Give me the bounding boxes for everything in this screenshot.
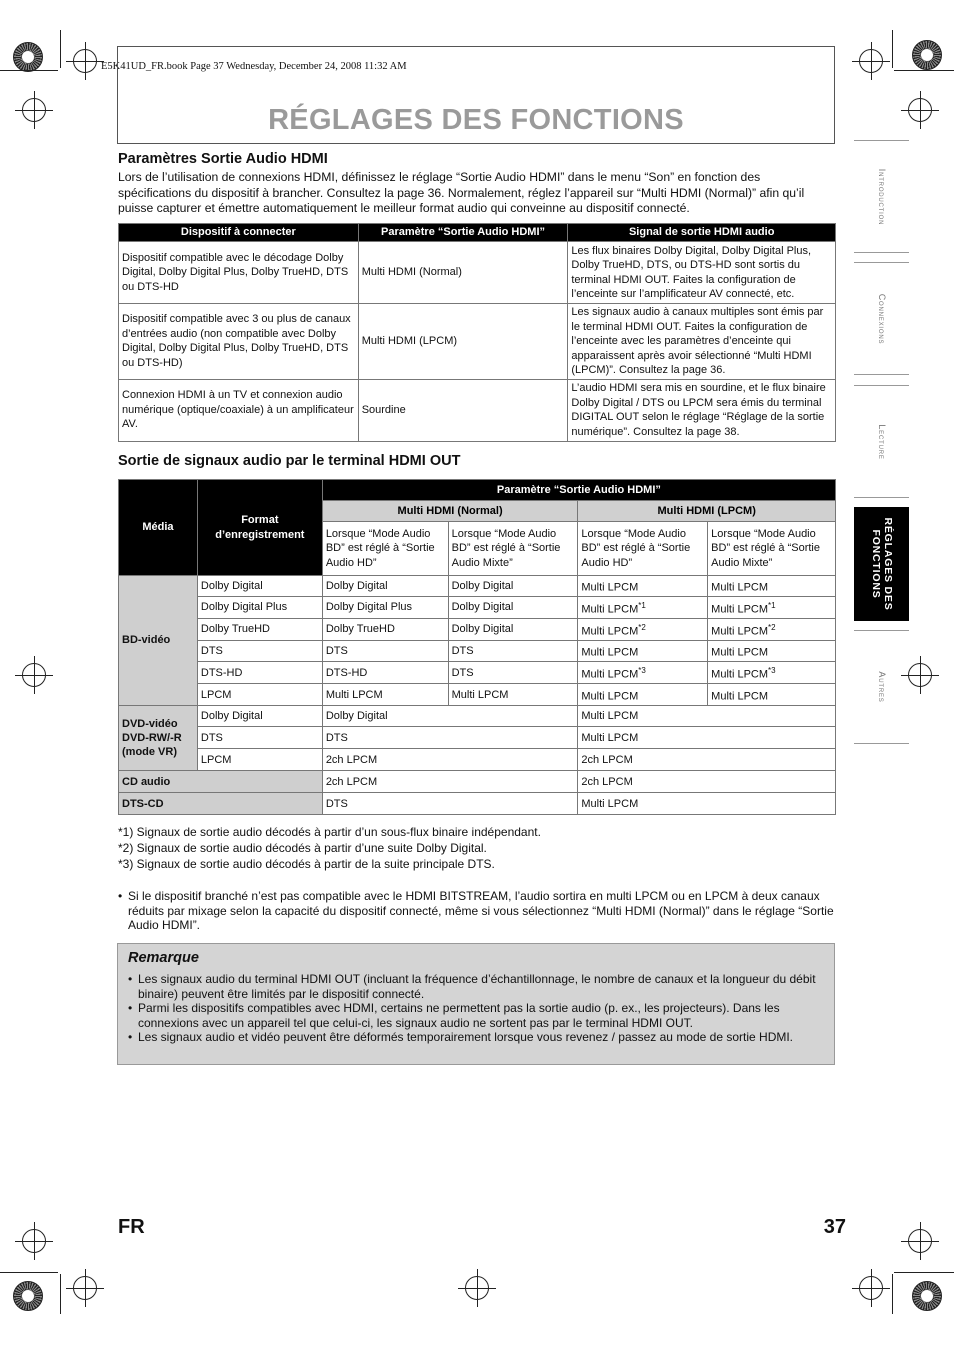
page-number: 37	[823, 1216, 846, 1238]
note-text: Si le dispositif branché n’est pas compatible avec le HDMI BITSTREAM, l’audio sortira en multi LPCM ou en LPCM à deux canaux réduits par mixage selon la capacité du dispositif connecté, même si vous sélectionnez “Multi HDMI (Normal)” dans le réglage “Sortie Audio HDMI”.	[128, 889, 834, 932]
note-bullet	[118, 889, 836, 933]
table-cell: Sourdine	[358, 379, 568, 441]
table-row	[119, 662, 836, 684]
crop-line	[894, 70, 954, 71]
crosshair-mark	[908, 98, 932, 122]
table-row	[119, 771, 836, 793]
table-row	[119, 619, 836, 641]
table-cell	[578, 641, 708, 662]
crop-line	[894, 1272, 954, 1273]
table-cell: Multi LPCM	[578, 727, 836, 749]
settings-table	[118, 223, 836, 442]
crosshair-mark	[22, 1229, 46, 1253]
cell-text: Multi LPCM	[711, 690, 769, 703]
header-normal: Multi HDMI (Normal)	[322, 501, 578, 522]
table-row	[119, 749, 836, 771]
cell-text: Multi LPCM	[581, 625, 639, 638]
table-cell: DTS-HD	[322, 662, 448, 684]
format-cell: LPCM	[197, 684, 322, 706]
crop-line	[60, 1274, 61, 1314]
crosshair-mark	[465, 1276, 489, 1300]
crosshair-mark	[908, 1229, 932, 1253]
header-mixte: Lorsque “Mode Audio BD” est réglé à “Sortie Audio Mixte”	[448, 522, 578, 576]
table-cell: Multi HDMI (Normal)	[358, 242, 568, 304]
table-cell	[578, 597, 708, 619]
table-cell: Multi LPCM	[322, 684, 448, 706]
bullet-glyph: •	[118, 889, 123, 903]
table-cell: DTS	[322, 793, 578, 815]
crop-line	[892, 30, 893, 68]
footnote-ref: *1	[768, 600, 776, 610]
media-bd: BD-vidéo	[119, 576, 198, 706]
table-cell: Dolby Digital Plus	[322, 597, 448, 619]
table-cell	[708, 576, 836, 597]
cell-text: Multi LPCM	[711, 581, 769, 594]
table-row	[119, 727, 836, 749]
table-cell: Dolby Digital	[448, 619, 578, 641]
language-label: FR	[118, 1216, 145, 1238]
cell-text: Multi LPCM	[581, 581, 639, 594]
book-info: E5K41UD_FR.book Page 37 Wednesday, December 24, 2008 11:32 AM	[101, 61, 407, 72]
cell-text: Multi LPCM	[711, 603, 769, 616]
header-param: Paramètre “Sortie Audio HDMI”	[322, 480, 835, 501]
table-cell	[578, 684, 708, 706]
footnote-ref: *1	[638, 600, 646, 610]
table-row	[119, 706, 836, 727]
tab-connexions[interactable]	[854, 262, 909, 375]
remarque-text: Les signaux audio et vidéo peuvent être déformés temporairement lorsque vous revenez / passez au mode de sortie HDMI.	[138, 1030, 794, 1044]
col-header: Dispositif à connecter	[119, 224, 359, 242]
table-row	[119, 379, 836, 441]
crop-line	[0, 1272, 58, 1273]
crop-line	[60, 30, 61, 68]
page-title: RÉGLAGES DES FONCTIONS	[268, 104, 684, 136]
format-cell: Dolby Digital	[197, 576, 322, 597]
crosshair-mark	[22, 663, 46, 687]
format-cell: Dolby TrueHD	[197, 619, 322, 641]
table-cell: Multi LPCM	[448, 684, 578, 706]
header-media: Média	[119, 480, 198, 576]
crosshair-mark	[859, 49, 883, 73]
table-cell: Dispositif compatible avec le décodage Dolby Digital, Dolby Digital Plus, Dolby TrueHD, DTS ou DTS-HD	[119, 242, 359, 304]
col-header: Paramètre “Sortie Audio HDMI”	[358, 224, 568, 242]
crosshair-mark	[908, 663, 932, 687]
table-row	[119, 597, 836, 619]
table-cell	[578, 576, 708, 597]
table-row	[119, 242, 836, 304]
table-row	[119, 793, 836, 815]
cell-text: Multi LPCM	[581, 646, 639, 659]
registration-mark-top-right	[912, 40, 942, 70]
table-cell: Multi LPCM	[578, 793, 836, 815]
table-cell: Multi HDMI (LPCM)	[358, 304, 568, 380]
bullet-glyph: •	[128, 972, 133, 986]
format-cell: Dolby Digital	[197, 706, 322, 727]
registration-mark-top-left	[13, 42, 43, 72]
crosshair-mark	[73, 1276, 97, 1300]
table-cell	[708, 641, 836, 662]
remarque-box	[117, 943, 835, 1065]
table-cell: DTS	[322, 641, 448, 662]
crosshair-mark	[22, 98, 46, 122]
header-lpcm: Multi HDMI (LPCM)	[578, 501, 836, 522]
table-cell: 2ch LPCM	[322, 749, 578, 771]
table-cell: Dolby Digital	[322, 576, 448, 597]
table-cell: 2ch LPCM	[578, 749, 836, 771]
tab-introduction[interactable]	[854, 140, 909, 253]
format-cell: Dolby Digital Plus	[197, 597, 322, 619]
crop-line	[0, 70, 58, 71]
footnote: *2) Signaux de sortie audio décodés à partir d’une suite Dolby Digital.	[118, 841, 487, 855]
tab-label: Autres	[876, 671, 887, 703]
registration-mark-bottom-right	[912, 1281, 942, 1311]
remarque-text: Parmi les dispositifs compatibles avec HDMI, certains ne permettent pas la sortie audio (p. ex., les projecteurs). Dans les connexions avec un appareil tel que celui-ci, les signaux audio ne sortent pas par le terminal HDMI OUT.	[138, 1001, 780, 1030]
crosshair-mark	[859, 1276, 883, 1300]
table-cell: Multi LPCM	[578, 706, 836, 727]
cell-text: Multi LPCM	[711, 646, 769, 659]
header-hd: Lorsque “Mode Audio BD” est réglé à “Sortie Audio HD”	[578, 522, 708, 576]
cell-text: Multi LPCM	[711, 668, 769, 681]
table-cell: DTS	[448, 641, 578, 662]
footnote: *3) Signaux de sortie audio décodés à partir de la suite principale DTS.	[118, 857, 495, 871]
table-cell	[708, 684, 836, 706]
format-cell: LPCM	[197, 749, 322, 771]
table-cell	[708, 597, 836, 619]
cell-text: Multi LPCM	[711, 625, 769, 638]
media-cd: CD audio	[119, 771, 323, 793]
header-mixte: Lorsque “Mode Audio BD” est réglé à “Sortie Audio Mixte”	[708, 522, 836, 576]
remarque-item	[128, 972, 818, 1001]
tab-label: Lecture	[876, 423, 887, 460]
table-cell: Dispositif compatible avec 3 ou plus de canaux d’entrées audio (non compatible avec Dolby Digital, Dolby Digital Plus, Dolby TrueHD, DTS ou DTS-HD)	[119, 304, 359, 380]
table-cell: 2ch LPCM	[578, 771, 836, 793]
section1-paragraph: Lors de l’utilisation de connexions HDMI, définissez le réglage “Sortie Audio HDMI” dans le menu “Son” en fonction des spécifications du dispositif à brancher. Consultez la page 36. Normalement, réglez l’appareil sur “Multi HDMI (Normal)” afin qu’il puisse capturer et émettre automatiquement le meilleur format audio qui conveinne au dispositif connecté.	[118, 170, 805, 215]
crosshair-mark	[73, 49, 97, 73]
cell-text: Multi LPCM	[581, 603, 639, 616]
col-header: Signal de sortie HDMI audio	[568, 224, 836, 242]
tab-label: Connexions	[876, 293, 887, 344]
bullet-glyph: •	[128, 1030, 133, 1044]
format-cell: DTS-HD	[197, 662, 322, 684]
tab-lecture[interactable]	[854, 385, 909, 498]
remarque-text: Les signaux audio du terminal HDMI OUT (incluant la fréquence d’échantillonnage, le nombre de canaux et la longueur du débit binaire) peuvent être limités par le dispositif connecté.	[138, 972, 816, 1001]
table-cell	[708, 619, 836, 641]
table-cell: Dolby Digital	[448, 597, 578, 619]
tab-label: RÉGLAGES DES FONCTIONS	[869, 517, 894, 611]
cell-text: Multi LPCM	[581, 668, 639, 681]
bullet-glyph: •	[128, 1001, 133, 1015]
footnotes	[118, 824, 830, 872]
format-cell: DTS	[197, 641, 322, 662]
remarque-title: Remarque	[128, 950, 199, 966]
registration-mark-bottom-left	[13, 1281, 43, 1311]
table-cell: Dolby Digital	[322, 706, 578, 727]
tab-reglages-des-fonctions[interactable]	[854, 507, 909, 621]
header-hd: Lorsque “Mode Audio BD” est réglé à “Sortie Audio HD”	[322, 522, 448, 576]
table-row	[119, 641, 836, 662]
section2-heading: Sortie de signaux audio par le terminal HDMI OUT	[118, 453, 461, 469]
table-cell	[578, 619, 708, 641]
table-cell: Dolby Digital	[448, 576, 578, 597]
format-cell: DTS	[197, 727, 322, 749]
footnote-ref: *3	[768, 665, 776, 675]
footnote: *1) Signaux de sortie audio décodés à partir d’un sous-flux binaire indépendant.	[118, 825, 541, 839]
table-cell: Dolby TrueHD	[322, 619, 448, 641]
table-cell: DTS	[448, 662, 578, 684]
table-row	[119, 576, 836, 597]
cell-text: Multi LPCM	[581, 690, 639, 703]
crop-line	[892, 1274, 893, 1314]
table-row	[119, 684, 836, 706]
footnote-ref: *2	[638, 622, 646, 632]
table-row	[119, 304, 836, 380]
table-cell: Les signaux audio à canaux multiples sont émis par le terminal HDMI OUT. Faites la configuration de l’enceinte avec les paramètres d’enceinte qui apparaissent après avoir sélectionné “Multi HDMI (LPCM)”. Consultez la page 36.	[568, 304, 836, 380]
output-table	[118, 479, 836, 815]
remarque-item	[128, 1001, 818, 1030]
table-cell: L’audio HDMI sera mis en sourdine, et le flux binaire Dolby Digital / DTS ou LPCM sera émis du terminal DIGITAL OUT selon le réglage “Réglage de la sortie numérique”. Consultez la page 38.	[568, 379, 836, 441]
tab-label: Introduction	[876, 168, 887, 225]
media-dtscd: DTS-CD	[119, 793, 323, 815]
tab-autres[interactable]	[854, 630, 909, 744]
footnote-ref: *2	[768, 622, 776, 632]
media-dvd: DVD-vidéo DVD-RW/-R (mode VR)	[119, 706, 198, 771]
table-cell: Les flux binaires Dolby Digital, Dolby Digital Plus, Dolby TrueHD, DTS, ou DTS-HD sont sortis du terminal HDMI OUT. Faites la configuration de l’enceinte sur l’amplificateur AV connecté, etc.	[568, 242, 836, 304]
table-cell: 2ch LPCM	[322, 771, 578, 793]
table-cell	[708, 662, 836, 684]
table-cell: Connexion HDMI à un TV et connexion audio numérique (optique/coaxiale) à un amplificateur AV.	[119, 379, 359, 441]
section1-heading: Paramètres Sortie Audio HDMI	[118, 151, 328, 167]
header-format: Format d’enregistrement	[197, 480, 322, 576]
footnote-ref: *3	[638, 665, 646, 675]
table-cell	[578, 662, 708, 684]
table-cell: DTS	[322, 727, 578, 749]
remarque-item	[128, 1030, 818, 1045]
